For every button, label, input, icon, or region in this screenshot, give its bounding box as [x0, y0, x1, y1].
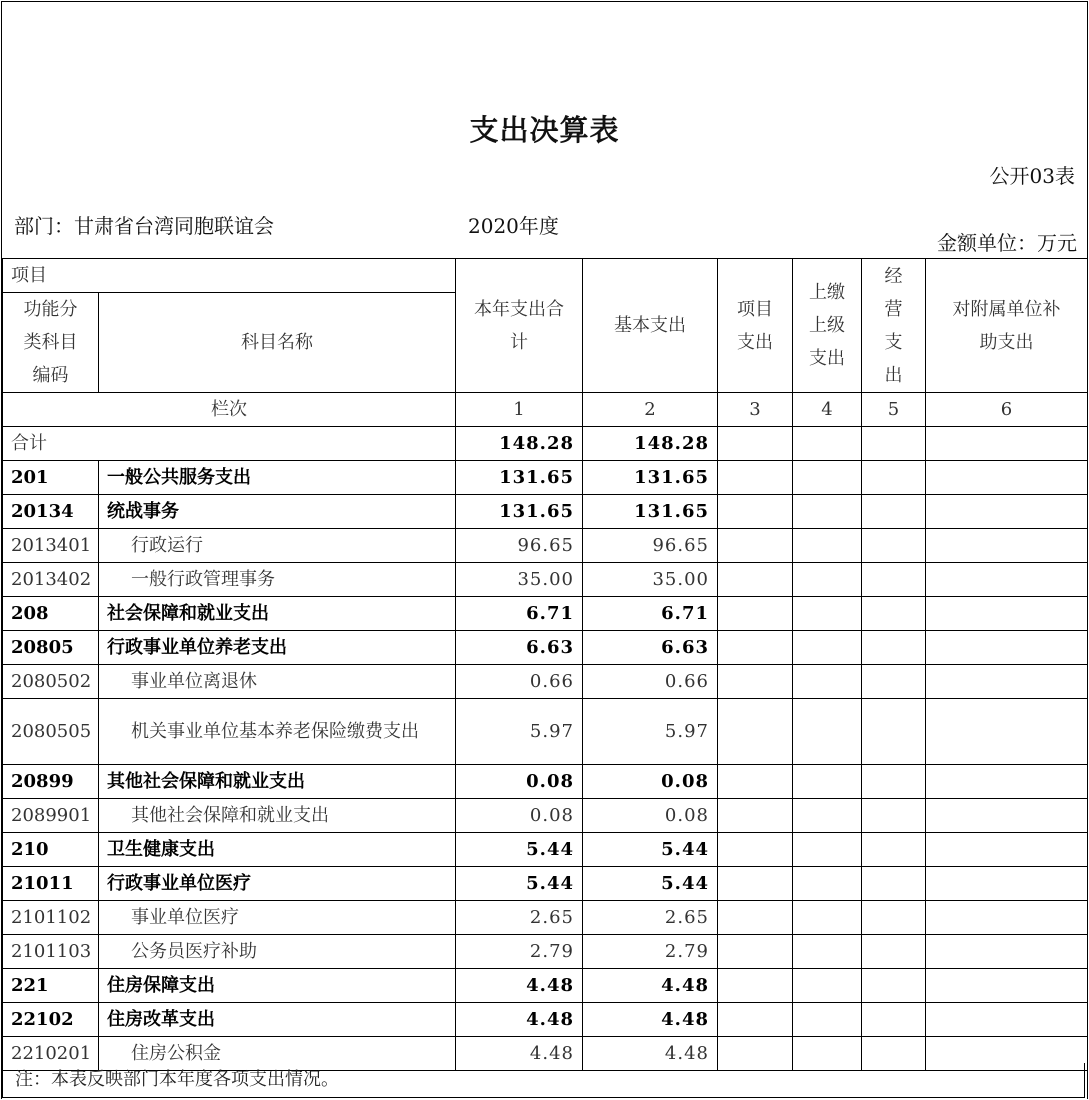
- row-code: 208: [3, 597, 99, 631]
- row-subsidy: [926, 529, 1088, 563]
- table-row: [3, 765, 1088, 799]
- header-seq-label: 栏次: [3, 393, 456, 427]
- row-basic: 2.65: [583, 901, 718, 935]
- row-upper: [793, 765, 862, 799]
- row-item: [718, 935, 793, 969]
- row-upper: [793, 799, 862, 833]
- row-name: 住房公积金: [99, 1037, 456, 1071]
- row-upper: [793, 969, 862, 1003]
- row-item: [718, 529, 793, 563]
- row-basic: 0.08: [583, 799, 718, 833]
- row-business: [862, 495, 926, 529]
- row-name: 其他社会保障和就业支出: [99, 799, 456, 833]
- row-name: 事业单位医疗: [99, 901, 456, 935]
- row-business: [862, 699, 926, 765]
- header-name: 科目名称: [99, 293, 456, 393]
- row-subsidy: [926, 631, 1088, 665]
- table-row: [3, 597, 1088, 631]
- row-subsidy: [926, 665, 1088, 699]
- header-business: 经营支出: [862, 259, 926, 393]
- row-item: [718, 867, 793, 901]
- row-upper: [793, 901, 862, 935]
- row-item: [718, 461, 793, 495]
- row-upper: [793, 495, 862, 529]
- row-business: [862, 969, 926, 1003]
- row-upper: [793, 461, 862, 495]
- row-upper: [793, 597, 862, 631]
- table-row: [3, 833, 1088, 867]
- expenditure-table: [2, 258, 1088, 1071]
- row-business: [862, 461, 926, 495]
- row-basic: 6.63: [583, 631, 718, 665]
- table-note: 注：本表反映部门本年度各项支出情况。: [2, 1063, 1085, 1098]
- table-row: [3, 799, 1088, 833]
- seq-2: 2: [583, 393, 718, 427]
- row-subsidy: [926, 867, 1088, 901]
- row-total: 0.66: [456, 665, 583, 699]
- row-code: 20134: [3, 495, 99, 529]
- row-code: 221: [3, 969, 99, 1003]
- row-basic: 0.08: [583, 765, 718, 799]
- row-business: [862, 597, 926, 631]
- table-row: [3, 1003, 1088, 1037]
- row-business: [862, 935, 926, 969]
- row-total: 131.65: [456, 495, 583, 529]
- row-total: 0.08: [456, 799, 583, 833]
- header-code: 功能分类科目编码: [3, 293, 99, 393]
- row-item: [718, 597, 793, 631]
- row-upper: [793, 665, 862, 699]
- row-upper: [793, 867, 862, 901]
- total-label: 合计: [3, 427, 456, 461]
- table-row: [3, 665, 1088, 699]
- seq-3: 3: [718, 393, 793, 427]
- row-business: [862, 799, 926, 833]
- row-basic: 35.00: [583, 563, 718, 597]
- table-row: [3, 631, 1088, 665]
- table-number: 公开03表: [989, 164, 1075, 188]
- row-code: 210: [3, 833, 99, 867]
- row-item: [718, 799, 793, 833]
- row-business: [862, 901, 926, 935]
- row-item: [718, 833, 793, 867]
- row-total: 2.65: [456, 901, 583, 935]
- row-total: 5.44: [456, 867, 583, 901]
- row-code: 2013402: [3, 563, 99, 597]
- row-basic: 5.44: [583, 833, 718, 867]
- row-business: [862, 833, 926, 867]
- row-total: 96.65: [456, 529, 583, 563]
- row-subsidy: [926, 597, 1088, 631]
- row-total: 4.48: [456, 969, 583, 1003]
- fiscal-year: 2020年度: [468, 214, 559, 238]
- row-subsidy: [926, 461, 1088, 495]
- row-code: 201: [3, 461, 99, 495]
- table-row: [3, 529, 1088, 563]
- row-basic: 2.79: [583, 935, 718, 969]
- row-subsidy: [926, 563, 1088, 597]
- department-label: 部门：甘肃省台湾同胞联谊会: [14, 214, 274, 238]
- row-name: 行政运行: [99, 529, 456, 563]
- row-subsidy: [926, 935, 1088, 969]
- header-item: 项目支出: [718, 259, 793, 393]
- row-upper: [793, 1003, 862, 1037]
- row-code: 20805: [3, 631, 99, 665]
- row-business: [862, 665, 926, 699]
- row-total: 6.71: [456, 597, 583, 631]
- row-code: 2013401: [3, 529, 99, 563]
- row-name: 住房保障支出: [99, 969, 456, 1003]
- row-business: [862, 529, 926, 563]
- row-basic: 5.97: [583, 699, 718, 765]
- total-amount: 148.28: [456, 427, 583, 461]
- table-row: [3, 699, 1088, 765]
- row-basic: 4.48: [583, 969, 718, 1003]
- row-upper: [793, 699, 862, 765]
- row-business: [862, 563, 926, 597]
- row-code: 2080505: [3, 699, 99, 765]
- header-subsidy: 对附属单位补助支出: [926, 259, 1088, 393]
- row-business: [862, 1003, 926, 1037]
- row-subsidy: [926, 495, 1088, 529]
- table-row: [3, 867, 1088, 901]
- row-name: 行政事业单位养老支出: [99, 631, 456, 665]
- row-name: 公务员医疗补助: [99, 935, 456, 969]
- header-basic: 基本支出: [583, 259, 718, 393]
- table-row: [3, 495, 1088, 529]
- row-code: 20899: [3, 765, 99, 799]
- row-item: [718, 665, 793, 699]
- row-item: [718, 699, 793, 765]
- row-total: 4.48: [456, 1037, 583, 1071]
- row-name: 社会保障和就业支出: [99, 597, 456, 631]
- table-row: [3, 461, 1088, 495]
- row-upper: [793, 631, 862, 665]
- seq-6: 6: [926, 393, 1088, 427]
- row-subsidy: [926, 1003, 1088, 1037]
- row-name: 其他社会保障和就业支出: [99, 765, 456, 799]
- row-total: 2.79: [456, 935, 583, 969]
- row-name: 机关事业单位基本养老保险缴费支出: [99, 699, 456, 765]
- row-basic: 0.66: [583, 665, 718, 699]
- seq-5: 5: [862, 393, 926, 427]
- row-upper: [793, 833, 862, 867]
- row-code: 22102: [3, 1003, 99, 1037]
- row-upper: [793, 935, 862, 969]
- row-name: 住房改革支出: [99, 1003, 456, 1037]
- row-subsidy: [926, 765, 1088, 799]
- seq-4: 4: [793, 393, 862, 427]
- row-subsidy: [926, 969, 1088, 1003]
- amount-unit: 金额单位：万元: [937, 231, 1077, 255]
- row-name: 卫生健康支出: [99, 833, 456, 867]
- basic-amount: 148.28: [583, 427, 718, 461]
- row-total: 35.00: [456, 563, 583, 597]
- row-subsidy: [926, 699, 1088, 765]
- row-item: [718, 901, 793, 935]
- row-code: 2210201: [3, 1037, 99, 1071]
- table-row: [3, 935, 1088, 969]
- header-upper: 上缴上级支出: [793, 259, 862, 393]
- header-project: 项目: [3, 259, 456, 293]
- row-item: [718, 765, 793, 799]
- header-total: 本年支出合计: [456, 259, 583, 393]
- row-upper: [793, 563, 862, 597]
- row-name: 行政事业单位医疗: [99, 867, 456, 901]
- row-code: 2080502: [3, 665, 99, 699]
- table-row: [3, 901, 1088, 935]
- row-item: [718, 495, 793, 529]
- row-total: 5.97: [456, 699, 583, 765]
- row-item: [718, 631, 793, 665]
- seq-1: 1: [456, 393, 583, 427]
- row-subsidy: [926, 833, 1088, 867]
- table-row: [3, 563, 1088, 597]
- row-name: 一般公共服务支出: [99, 461, 456, 495]
- row-name: 事业单位离退休: [99, 665, 456, 699]
- row-code: 2101102: [3, 901, 99, 935]
- row-business: [862, 765, 926, 799]
- row-total: 5.44: [456, 833, 583, 867]
- row-code: 2089901: [3, 799, 99, 833]
- row-business: [862, 867, 926, 901]
- row-total: 131.65: [456, 461, 583, 495]
- row-basic: 96.65: [583, 529, 718, 563]
- total-row: [3, 427, 1088, 461]
- row-code: 2101103: [3, 935, 99, 969]
- row-item: [718, 1003, 793, 1037]
- row-code: 21011: [3, 867, 99, 901]
- row-total: 0.08: [456, 765, 583, 799]
- table-row: [3, 969, 1088, 1003]
- row-item: [718, 563, 793, 597]
- row-basic: 4.48: [583, 1037, 718, 1071]
- row-basic: 131.65: [583, 495, 718, 529]
- row-upper: [793, 529, 862, 563]
- row-basic: 5.44: [583, 867, 718, 901]
- row-basic: 4.48: [583, 1003, 718, 1037]
- row-basic: 131.65: [583, 461, 718, 495]
- row-name: 统战事务: [99, 495, 456, 529]
- row-basic: 6.71: [583, 597, 718, 631]
- row-subsidy: [926, 901, 1088, 935]
- row-name: 一般行政管理事务: [99, 563, 456, 597]
- page-title: 支出决算表: [469, 113, 620, 147]
- row-subsidy: [926, 799, 1088, 833]
- row-business: [862, 631, 926, 665]
- row-total: 4.48: [456, 1003, 583, 1037]
- row-item: [718, 969, 793, 1003]
- row-total: 6.63: [456, 631, 583, 665]
